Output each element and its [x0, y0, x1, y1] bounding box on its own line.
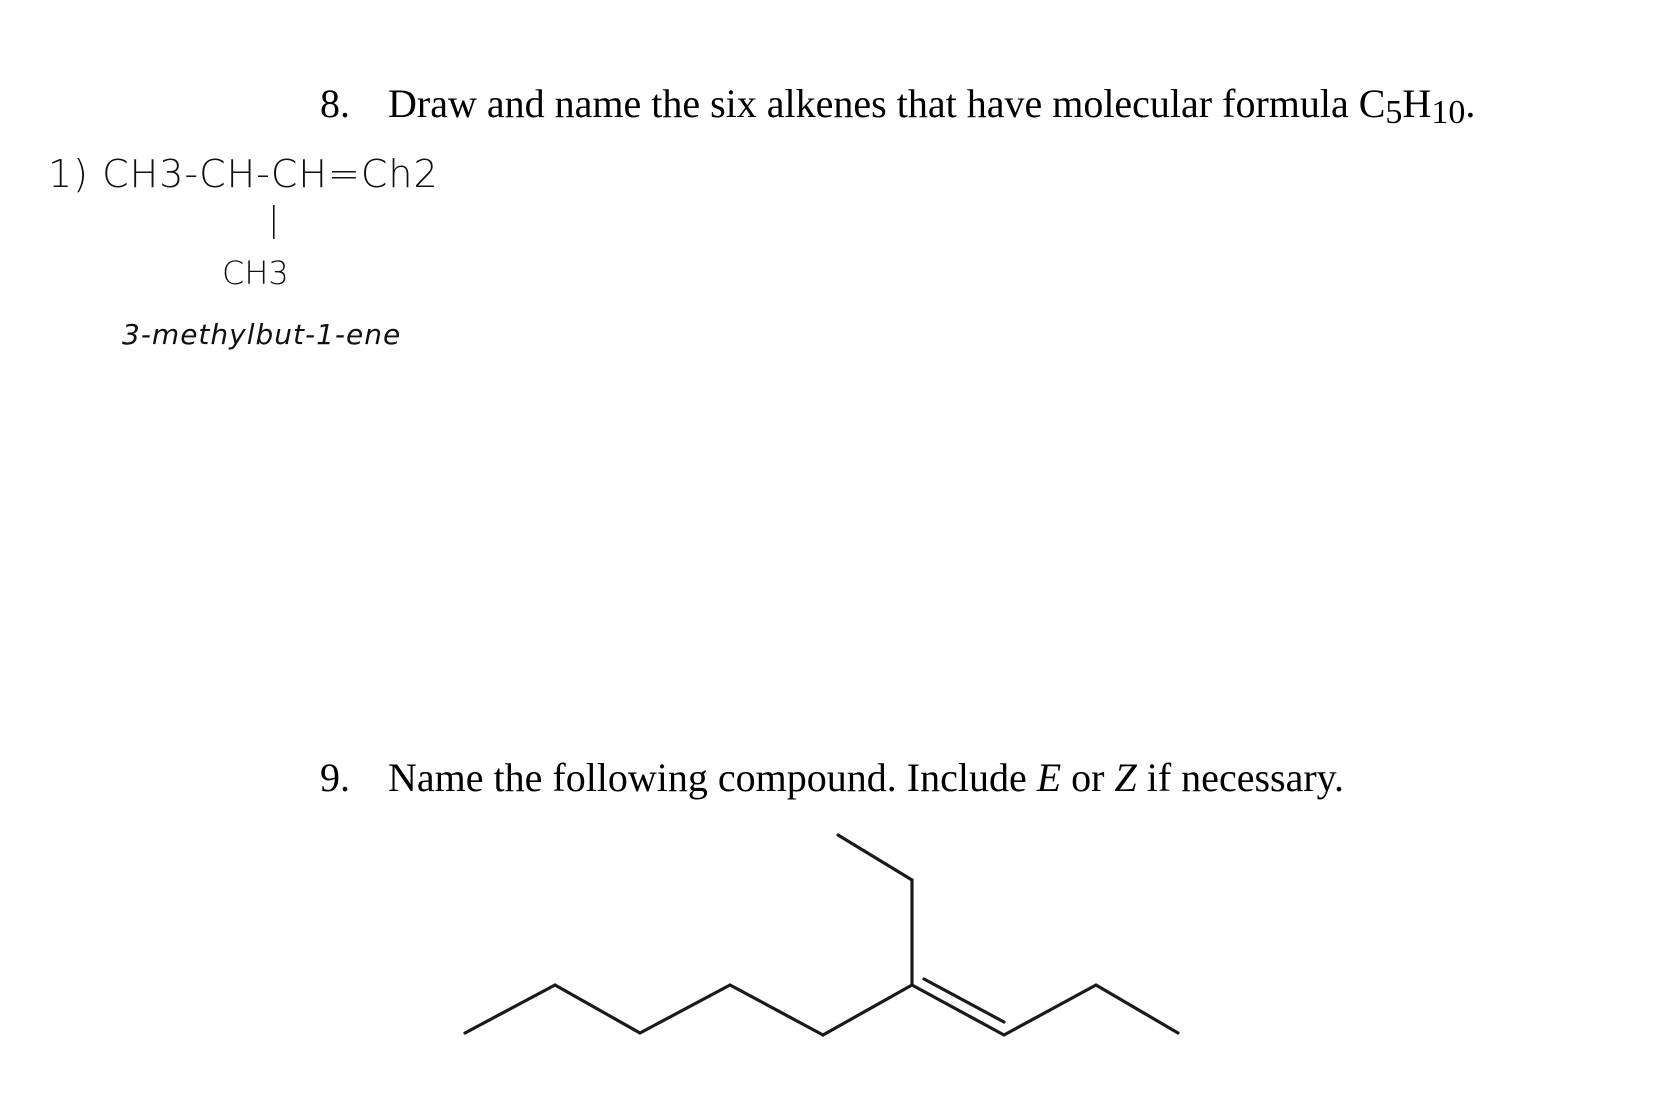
bond-2: [555, 985, 640, 1033]
question-8-text: Draw and name the six alkenes that have molecular formula C: [388, 81, 1386, 126]
e-letter: E: [1036, 755, 1062, 800]
handwritten-structure: 1) CH3-CH-CH=Ch2: [48, 152, 439, 196]
formula-subscript-10: 10: [1431, 94, 1466, 131]
question-8-number: 8.: [320, 81, 350, 126]
question-9-text: Name the following compound. Include: [388, 755, 1037, 800]
double-bond-outer: [912, 985, 1004, 1035]
bond-9: [1096, 985, 1178, 1033]
question-9-number: 9.: [320, 755, 350, 800]
bond-3: [640, 985, 730, 1033]
formula-subscript-5: 5: [1385, 94, 1403, 131]
bond-7: [838, 835, 912, 880]
handwritten-compound-name: 3-methylbut-1-ene: [122, 318, 402, 351]
question-9-tail: if necessary.: [1136, 755, 1345, 800]
question-8-period: .: [1465, 81, 1476, 126]
handwritten-branch-group: CH3: [222, 254, 289, 292]
formula-h: H: [1402, 81, 1432, 126]
bond-4: [730, 985, 823, 1035]
bond-1: [465, 985, 555, 1033]
question-9-or: or: [1061, 755, 1115, 800]
double-bond-inner: [924, 979, 1004, 1022]
bond-5: [823, 985, 912, 1035]
handwritten-branch-bond: |: [268, 200, 280, 240]
bond-8: [1004, 985, 1096, 1035]
z-letter: Z: [1114, 755, 1137, 800]
